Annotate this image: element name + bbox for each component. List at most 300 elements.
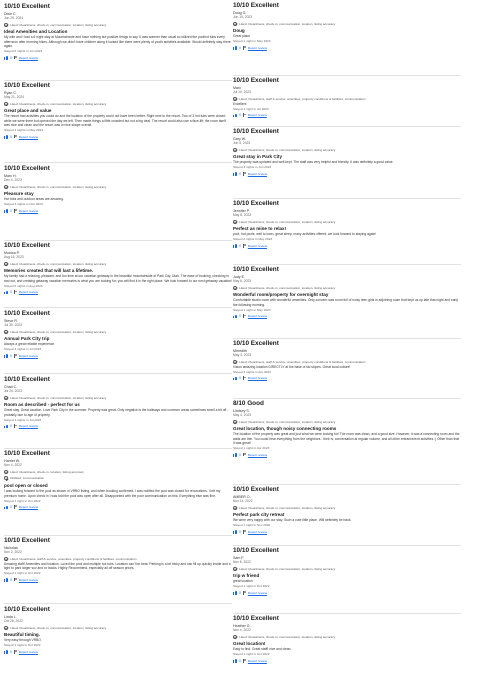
report-review-link[interactable]: Report review	[247, 376, 267, 381]
helpful-row	[4, 504, 232, 509]
report-review-link[interactable]: Report review	[18, 424, 38, 429]
liked-text: Liked: Cleanliness, check-in, communication, location, listing accuracy	[239, 634, 336, 639]
check-circle-icon	[4, 626, 8, 630]
flag-icon[interactable]	[14, 354, 17, 358]
helpful-count[interactable]: 0	[10, 134, 12, 139]
check-circle-icon	[233, 635, 237, 639]
review-title: Great place and value	[4, 108, 52, 114]
review-divider	[233, 338, 461, 339]
liked-text: Liked: Cleanliness, check-in, communication, location, listing accuracy	[239, 219, 336, 224]
liked-text: Liked: Cleanliness, check-in, communication, location, listing accuracy	[10, 184, 107, 189]
helpful-row	[233, 590, 461, 595]
liked-row	[4, 395, 232, 400]
flag-icon[interactable]	[14, 290, 17, 294]
review-divider	[233, 126, 461, 127]
review-rating: 10/10 Excellent	[4, 242, 50, 249]
thumbs-up-icon[interactable]	[233, 376, 238, 381]
review-rating: 10/10 Excellent	[233, 547, 279, 554]
thumbs-up-icon[interactable]	[4, 354, 9, 359]
helpful-row	[233, 243, 461, 248]
review-body: pool, hot pools, well to town, great sleep, many activities offered; we look forward to staying again!	[233, 232, 377, 237]
liked-text: Liked: Cleanliness, check-in, communication, location, listing accuracy	[10, 261, 107, 266]
review-body: The resort had activities you could do and the location of the property could not have been better. Right next to the resort. Two of 3 hot tubs were closed while we were there but opened the day we left. Then made things a little crowded but not a big deal. The resort could also use a face-lift; the room itself was nice and clean and the resort was in nice shape overall.	[4, 114, 226, 128]
review-stayed: Stayed 1 night in Jul 2023	[233, 106, 269, 111]
review-rating: 10/10 Excellent	[233, 615, 279, 622]
liked-row	[4, 329, 232, 334]
review-card	[4, 242, 232, 295]
review-card	[233, 486, 461, 534]
review-title: Memories created that will last a lifetime.	[4, 268, 94, 274]
review-title: Room as described - perfect for us	[4, 402, 80, 408]
review-date: Nov 4, 2022	[233, 628, 251, 633]
liked-text: Liked: Cleanliness, check-in, communication, location, listing accuracy	[10, 395, 107, 400]
liked-row	[233, 285, 461, 290]
review-author: Judy E.	[233, 274, 245, 279]
review-rating: 10/10 Excellent	[4, 376, 50, 383]
liked-row	[4, 625, 232, 630]
review-stayed: Stayed 1 night in Oct 2022	[4, 498, 41, 503]
review-card	[4, 310, 232, 358]
review-card	[233, 2, 461, 50]
report-review-link[interactable]: Report review	[247, 590, 267, 595]
review-author: Lindsey S.	[233, 408, 250, 413]
review-body: great location	[233, 579, 253, 584]
check-circle-icon	[233, 360, 237, 364]
review-card	[233, 615, 461, 663]
liked-row	[233, 505, 461, 510]
review-stayed: Stayed 2 nights in May 2023	[233, 237, 273, 242]
review-rating: 10/10 Excellent	[4, 537, 50, 544]
review-stayed: Stayed 3 nights in Nov 2023	[4, 202, 43, 207]
review-card	[233, 77, 461, 118]
review-date: Nov 8, 2022	[233, 560, 251, 565]
thumbs-up-icon[interactable]	[4, 55, 9, 60]
flag-icon[interactable]	[243, 453, 246, 457]
review-title: Doug	[233, 28, 245, 34]
review-divider	[233, 613, 461, 614]
flag-icon[interactable]	[243, 172, 246, 176]
check-circle-icon	[233, 286, 237, 290]
helpful-row	[4, 134, 232, 139]
helpful-row	[4, 424, 232, 429]
review-date: May 21, 2024	[4, 95, 24, 100]
report-review-link[interactable]: Report review	[18, 134, 38, 139]
helpful-row	[233, 376, 461, 381]
review-title: Great stay in Park City	[233, 154, 283, 160]
check-circle-icon	[4, 23, 8, 27]
check-circle-icon	[233, 220, 237, 224]
helpful-count[interactable]: 0	[10, 424, 12, 429]
review-date: Jul 30, 2023	[4, 323, 22, 328]
helpful-count[interactable]: 0	[10, 504, 12, 509]
liked-text: Liked: Cleanliness, check-in, communication, location, listing accuracy	[239, 419, 336, 424]
review-rating: 10/10 Excellent	[233, 2, 279, 9]
helpful-count[interactable]: 0	[239, 452, 241, 457]
review-divider	[4, 240, 232, 241]
helpful-row	[4, 649, 232, 654]
check-circle-icon	[233, 148, 237, 152]
review-date: Nov 4, 2022	[4, 463, 22, 468]
review-divider	[4, 162, 232, 163]
flag-icon[interactable]	[243, 376, 246, 380]
review-body: The property was updated and well-kept. The staff was very helpful and friendly. It was definitely a good value.	[233, 160, 394, 165]
thumbs-up-icon[interactable]	[233, 46, 238, 51]
review-date: Jul 24, 2023	[4, 389, 22, 394]
helpful-row	[233, 171, 461, 176]
flag-icon[interactable]	[243, 244, 246, 248]
report-review-link[interactable]: Report review	[18, 353, 38, 358]
thumbs-up-icon[interactable]	[4, 424, 9, 429]
review-body: Always a great reliable experience	[4, 342, 55, 347]
flag-icon[interactable]	[14, 505, 17, 509]
flag-icon[interactable]	[243, 46, 246, 50]
review-stayed: Stayed 4 nights in May 2024	[4, 128, 44, 133]
report-review-link[interactable]: Report review	[247, 113, 267, 118]
review-title: Perfect park city retreat	[233, 512, 285, 518]
report-review-link[interactable]: Report review	[247, 658, 267, 663]
review-body: We were very happy with our stay. Such a cute little place. Will definitely be back.	[233, 518, 352, 523]
review-stayed: Stayed 4 nights in Jul 2023	[4, 347, 42, 352]
report-review-link[interactable]: Report review	[247, 45, 267, 50]
review-title: Perfect as mine to relax!	[233, 226, 287, 232]
review-stayed: Stayed 1 night in Nov 2022	[233, 523, 271, 528]
review-author: Marc H.	[4, 173, 17, 178]
review-date: May 3, 2023	[233, 353, 252, 358]
review-body: Great stay. Great location. Love Park City in the summer. Property was great. Only negative is the hallways and common areas sometimes smell a bit off - probably due to age of property.	[4, 408, 229, 417]
helpful-row	[4, 290, 232, 295]
thumbs-up-icon[interactable]	[233, 530, 238, 535]
check-circle-icon	[4, 396, 8, 400]
review-card	[233, 340, 461, 381]
review-card	[233, 547, 461, 595]
liked-text: Liked: Cleanliness, check-in, communication, location, listing accuracy	[10, 101, 107, 106]
review-author: Monica P.	[4, 250, 20, 255]
review-divider	[4, 307, 232, 308]
check-circle-icon	[4, 470, 8, 474]
review-author: Jennifer P.	[233, 208, 250, 213]
review-stayed: Stayed 3 nights in Jun 2023	[233, 165, 272, 170]
liked-row	[4, 556, 232, 561]
report-review-link[interactable]: Report review	[18, 55, 38, 60]
liked-text: Liked: Cleanliness, check-in, communication, location, listing accuracy	[239, 21, 336, 26]
liked-row	[233, 21, 461, 26]
review-rating: 10/10 Excellent	[233, 340, 279, 347]
liked-row	[233, 147, 461, 152]
helpful-count[interactable]: 0	[10, 208, 12, 213]
review-divider	[4, 535, 232, 536]
helpful-count[interactable]: 0	[239, 171, 241, 176]
liked-text: Liked: Cleanliness, check-in, communication, location, listing accuracy	[239, 505, 336, 510]
review-body: Great place	[233, 34, 251, 39]
review-stayed: Stayed 5 nights in Aug 2023	[4, 283, 43, 288]
review-title: pool open or closed	[4, 482, 48, 488]
report-review-link[interactable]: Report review	[247, 452, 267, 457]
helpful-count[interactable]: 0	[239, 529, 241, 534]
review-stayed: Stayed 1 night in Oct 2022	[233, 652, 270, 657]
review-divider	[4, 80, 232, 81]
review-author: Doug G.	[233, 10, 247, 15]
review-author: Meredith	[233, 348, 247, 353]
report-review-link[interactable]: Report review	[247, 171, 267, 176]
review-rating: 10/10 Excellent	[233, 486, 279, 493]
helpful-count[interactable]: 0	[239, 45, 241, 50]
helpful-row	[4, 353, 232, 358]
review-divider	[233, 545, 461, 546]
review-rating: 10/10 Excellent	[233, 128, 279, 135]
thumbs-up-icon[interactable]	[4, 290, 9, 295]
review-stayed: Stayed 1 night in Oct 2022	[233, 584, 270, 589]
review-stayed: Stayed 4 nights in Jul 2023	[4, 417, 42, 422]
review-author: Sam F.	[233, 555, 245, 560]
helpful-count[interactable]: 0	[239, 243, 241, 248]
liked-row	[233, 96, 461, 101]
review-date: May 4, 2023	[233, 413, 252, 418]
check-circle-icon	[4, 262, 8, 266]
review-card	[4, 376, 232, 429]
liked-text: Liked: Cleanliness, check-in, communication, location, listing accuracy	[239, 147, 336, 152]
helpful-count[interactable]: 0	[10, 290, 12, 295]
review-author: Harriet W.	[4, 458, 20, 463]
flag-icon[interactable]	[14, 424, 17, 428]
review-author: Heather G.	[233, 623, 251, 628]
review-date: Nov 14, 2022	[233, 499, 253, 504]
review-divider	[233, 264, 461, 265]
review-body: The location of the property was great and just what we were looking for! The room was clean, and a good size. However, it was a connecting room and the walls are thin. You could hear everything from the neighbors - their tv, conversation at regular volume, and all other entrance/exit activities :( Other than that it was great!	[233, 432, 460, 446]
review-rating: 8/10 Good	[233, 400, 264, 407]
flag-icon[interactable]	[243, 591, 246, 595]
review-card	[4, 450, 232, 509]
thumbs-up-icon[interactable]	[4, 209, 9, 214]
thumbs-up-icon[interactable]	[233, 591, 238, 596]
review-author: AMBER O.	[233, 494, 251, 499]
review-rating: 10/10 Excellent	[233, 200, 279, 207]
helpful-row	[4, 55, 232, 60]
review-card	[4, 537, 232, 582]
review-author: Linda L.	[4, 614, 17, 619]
liked-row	[4, 184, 232, 189]
report-review-link[interactable]: Report review	[18, 504, 38, 509]
liked-row	[4, 101, 232, 106]
helpful-count[interactable]: 0	[239, 658, 241, 663]
review-card	[4, 82, 232, 139]
helpful-row	[4, 577, 232, 582]
review-divider	[233, 484, 461, 485]
helpful-row	[233, 45, 461, 50]
flag-icon[interactable]	[243, 314, 246, 318]
review-rating: 10/10 Excellent	[4, 82, 50, 89]
review-title: Pleasure stay	[4, 191, 34, 197]
helpful-count[interactable]: 0	[10, 577, 12, 582]
flag-icon[interactable]	[14, 578, 17, 582]
liked-text: Liked: Cleanliness, check-in, communication, location, listing accuracy	[239, 285, 336, 290]
review-stayed: Stayed 1 night in May 2023	[233, 39, 271, 44]
review-date: Jul 10, 2023	[233, 90, 251, 95]
helpful-row	[233, 452, 461, 457]
review-card	[4, 606, 232, 654]
review-title: Great location!	[233, 641, 266, 647]
review-date: Aug 16, 2023	[4, 255, 24, 260]
check-circle-icon	[233, 420, 237, 424]
review-date: Oct 26, 2022	[4, 619, 23, 624]
review-divider	[4, 448, 232, 449]
review-stayed: Stayed 3 nights in Apr 2023	[233, 369, 271, 374]
liked-row	[233, 219, 461, 224]
helpful-row	[4, 208, 232, 213]
liked-row	[233, 634, 461, 639]
flag-icon[interactable]	[14, 135, 17, 139]
helpful-count[interactable]: 0	[239, 314, 241, 319]
liked-text: Liked: Cleanliness, check-in, communication, location, listing accuracy	[10, 22, 107, 27]
review-date: May 8, 2023	[233, 213, 252, 218]
thumbs-up-icon[interactable]	[4, 577, 9, 582]
review-author: Gary W.	[233, 136, 246, 141]
liked-text: Liked: Cleanliness, staff & service, amenities, property conditions & facilities, communication	[239, 96, 366, 101]
thumbs-up-icon[interactable]	[233, 452, 238, 457]
check-circle-icon	[4, 557, 8, 561]
review-body: My wife and I had a 6 night stay at Mountainside and have nothing but positive things to say. It was warmer than usual so utilized the poolhot tubs every afternoon after morning hikes. Although we didn't have children along it looked like there were plenty of youth activities available. Would definitely stay there again.	[4, 35, 231, 49]
review-author: Dixie C.	[4, 11, 17, 16]
helpful-count[interactable]: 0	[10, 353, 12, 358]
helpful-count[interactable]: 0	[10, 55, 12, 60]
check-circle-icon	[233, 567, 237, 571]
review-card	[4, 3, 232, 60]
review-divider	[4, 373, 232, 374]
helpful-row	[233, 113, 461, 118]
helpful-row	[233, 529, 461, 534]
review-body: Hot tubs and outdoor areas are amazing.	[4, 197, 64, 202]
review-rating: 10/10 Excellent	[233, 77, 279, 84]
flag-icon[interactable]	[14, 209, 17, 213]
review-stayed: Stayed 1 night in Apr 2023	[233, 446, 270, 451]
review-date: May 6, 2023	[233, 279, 252, 284]
helpful-count[interactable]: 0	[239, 113, 241, 118]
minus-circle-icon	[4, 476, 8, 480]
review-stayed: Stayed 6 nights in Jun 2024	[4, 49, 43, 54]
flag-icon[interactable]	[14, 56, 17, 60]
review-rating: 10/10 Excellent	[4, 165, 50, 172]
review-body: Vision amazing location DIRECTLY at the base of ski slopes. Great local culture!	[233, 364, 351, 369]
review-title: Beautiful timing.	[4, 632, 40, 638]
report-review-link[interactable]: Report review	[247, 529, 267, 534]
review-stayed: Stayed 1 night in May 2023	[233, 307, 271, 312]
thumbs-up-icon[interactable]	[233, 113, 238, 118]
check-circle-icon	[233, 22, 237, 26]
liked-text: Liked: Cleanliness, staff & service, amenities, property conditions & facilities, communication	[10, 556, 137, 561]
liked-row	[233, 419, 461, 424]
review-body: Amazing staff! Amenities and location. Loved the pool and multiple hot tubs. Location can't be beat. Parking is a bit tricky and can fill up quickly inside and a tight to park larger suv and or trucks. Highly Recommend, especially all off season prices.	[4, 561, 231, 571]
review-title: Ideal Amenities and Location	[4, 29, 68, 35]
helpful-count[interactable]: 0	[10, 649, 12, 654]
review-title: Wonderful room/property for overnight stay	[233, 292, 329, 298]
liked-text: Liked: Cleanliness, staff & service, amenities, property conditions & facilities, communication	[239, 359, 366, 364]
review-stayed: Stayed 1 night in Oct 2022	[4, 643, 41, 648]
review-date: Jun 29, 2024	[4, 16, 24, 21]
review-date: Nov 2, 2022	[4, 550, 22, 555]
review-card	[233, 400, 461, 457]
flag-icon[interactable]	[243, 530, 246, 534]
review-title: Great location, though noisy connecting rooms	[233, 426, 337, 432]
review-rating: 10/10 Excellent	[233, 266, 279, 273]
check-circle-icon	[4, 185, 8, 189]
review-author: Steve R.	[4, 318, 18, 323]
check-circle-icon	[233, 506, 237, 510]
liked-row	[4, 22, 232, 27]
review-card	[233, 266, 461, 319]
review-divider	[4, 603, 232, 604]
helpful-row	[233, 314, 461, 319]
review-rating: 10/10 Excellent	[4, 310, 50, 317]
review-divider	[233, 398, 461, 399]
liked-text: Liked: Cleanliness, check-in, communication, location, listing accuracy	[10, 329, 107, 334]
review-date: Jun 10, 2023	[233, 15, 253, 20]
check-circle-icon	[4, 330, 8, 334]
review-body: Excellent	[233, 101, 247, 106]
liked-text: Liked: Cleanliness, check-in, communication, location, listing accuracy	[239, 566, 336, 571]
flag-icon[interactable]	[243, 113, 246, 117]
review-card	[4, 165, 232, 213]
review-rating: 10/10 Excellent	[4, 606, 50, 613]
review-card	[233, 128, 461, 176]
liked-row	[4, 261, 232, 266]
review-author: Chad C.	[4, 384, 18, 389]
review-divider	[233, 198, 461, 199]
liked-row	[233, 359, 461, 364]
review-date: Dec 4, 2023	[4, 178, 22, 183]
liked-text: Liked: Cleanliness, check-in, location, listing accuracy	[10, 469, 84, 474]
check-circle-icon	[233, 97, 237, 101]
review-body: Very easy through VRBO.	[4, 638, 42, 643]
review-author: Nicholas	[4, 545, 18, 550]
review-body: I was looking forward to the pool as shown in VRBO listing, and when booking confirmed, I was notified the pool was closed for renovations. I left my premium home. Upon check in I was told the pool was open after all. Disappointed with the poor communication on this. Everything else was fine.	[4, 489, 221, 498]
review-rating: 10/10 Excellent	[4, 450, 50, 457]
disliked-row	[4, 476, 232, 481]
disliked-text: Disliked: Communication	[10, 476, 45, 481]
review-date: Jun 5, 2023	[233, 141, 251, 146]
helpful-count[interactable]: 0	[239, 590, 241, 595]
thumbs-up-icon[interactable]	[233, 314, 238, 319]
flag-icon[interactable]	[14, 650, 17, 654]
review-card	[233, 200, 461, 248]
review-author: Marc	[233, 85, 241, 90]
helpful-count[interactable]: 0	[239, 376, 241, 381]
report-review-link[interactable]: Report review	[18, 208, 38, 213]
thumbs-up-icon[interactable]	[4, 505, 9, 510]
review-stayed: Stayed 1 night in Oct 2022	[4, 571, 41, 576]
review-divider	[233, 75, 461, 76]
liked-row	[233, 566, 461, 571]
review-title: trip w friend	[233, 573, 260, 579]
report-review-link[interactable]: Report review	[247, 243, 267, 248]
report-review-link[interactable]: Report review	[247, 314, 267, 319]
review-rating: 10/10 Excellent	[4, 3, 50, 10]
flag-icon[interactable]	[243, 659, 246, 663]
helpful-row	[233, 658, 461, 663]
report-review-link[interactable]: Report review	[18, 290, 38, 295]
thumbs-up-icon[interactable]	[4, 650, 9, 655]
thumbs-up-icon[interactable]	[233, 659, 238, 664]
review-body: My family had a relaxing, pleasant, and fun time at our vacation getaway in the beautiful mountainside of Park City, Utah. The ease of booking, checking in and out, and creating getaway vacation memories is what you are looking for; you will find it in the right place. We look forward to our next getaway vacation!	[4, 274, 232, 283]
liked-text: Liked: Cleanliness, check-in, communication, location, listing accuracy	[10, 625, 107, 630]
thumbs-up-icon[interactable]	[4, 134, 9, 139]
report-review-link[interactable]: Report review	[18, 577, 38, 582]
report-review-link[interactable]: Report review	[18, 649, 38, 654]
thumbs-up-icon[interactable]	[233, 244, 238, 249]
review-author: Ryan C.	[4, 90, 17, 95]
review-body: Comfortable studio room with wonderful amenities. Only concern was room full of noisy teen girls in adjoining room that kept us up late that night and early the following morning.	[233, 298, 459, 307]
review-body: Easy to find. Great staff! nice and clean.	[233, 647, 292, 652]
thumbs-up-icon[interactable]	[233, 172, 238, 177]
liked-row	[4, 469, 232, 474]
